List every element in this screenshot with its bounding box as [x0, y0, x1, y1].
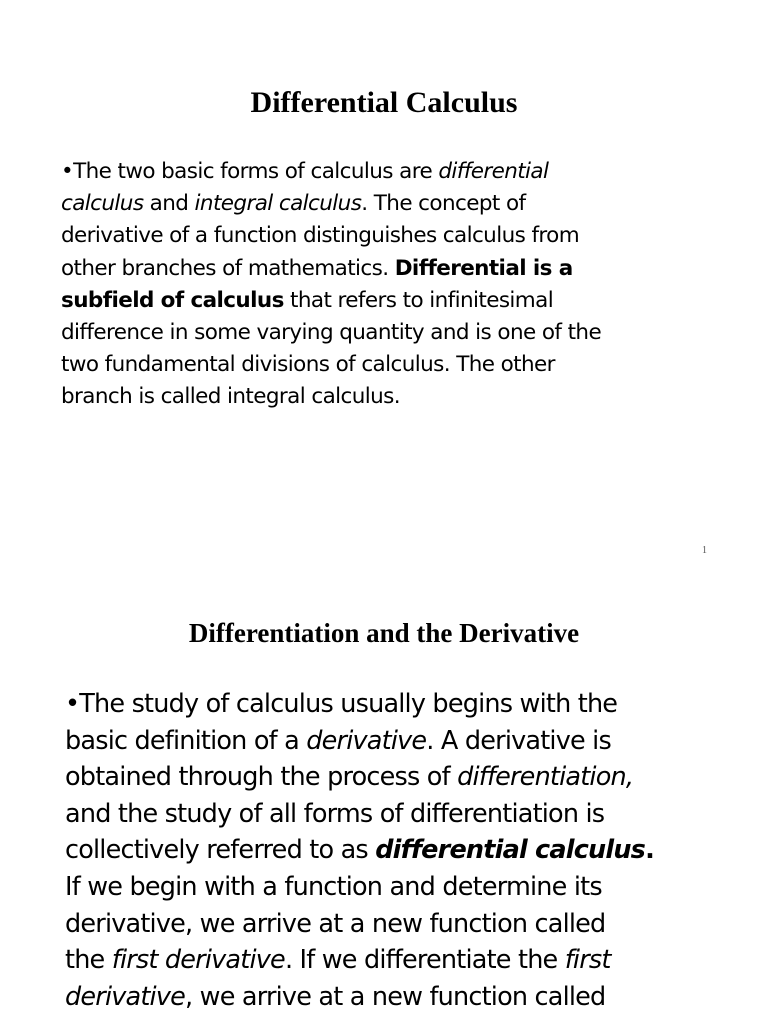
text-run: collectively referred to as: [65, 835, 376, 866]
text-run: and: [143, 191, 195, 217]
text-line: [65, 686, 654, 723]
text-run: subfield of calculus: [61, 287, 284, 313]
text-line: [61, 156, 601, 188]
text-run: If we begin with a function and determine its: [65, 871, 602, 902]
text-run: Differential is a: [394, 255, 573, 281]
slide-body-text: [65, 686, 654, 1015]
text-line: [61, 381, 601, 413]
text-run: and the study of all forms of differentiation is: [65, 798, 605, 829]
text-run: .: [645, 835, 654, 866]
text-run: the: [65, 945, 112, 976]
text-run: . The concept of: [361, 191, 526, 217]
text-run: obtained through the process of: [65, 762, 458, 793]
text-run: differential: [438, 159, 549, 184]
text-run: first derivative: [111, 945, 285, 976]
text-run: other branches of mathematics.: [61, 255, 395, 281]
text-run: derivative: [65, 981, 186, 1012]
slide-title: Differentiation and the Derivative: [188, 618, 580, 648]
text-run: first: [564, 945, 611, 976]
text-line: [65, 723, 654, 760]
text-run: differentiation,: [457, 762, 634, 793]
text-run: , we arrive at a new function called: [185, 981, 606, 1012]
text-line: [65, 759, 654, 796]
text-line: [65, 906, 654, 943]
text-run: branch is called integral calculus.: [61, 384, 401, 410]
text-run: derivative of a function distinguishes calculus from: [61, 223, 580, 249]
text-run: that refers to infinitesimal: [283, 287, 554, 313]
text-line: [65, 832, 654, 869]
text-line: [61, 349, 601, 381]
text-line: [61, 285, 601, 317]
text-line: [65, 942, 654, 979]
text-run: two fundamental divisions of calculus. The other: [61, 352, 555, 378]
text-line: [65, 796, 654, 833]
text-run: differential calculus: [375, 835, 646, 866]
text-run: . If we differentiate the: [284, 945, 565, 976]
text-run: •The study of calculus usually begins with the: [65, 689, 618, 719]
text-line: [61, 188, 601, 220]
slide-body-text: [61, 156, 601, 414]
text-line: [65, 979, 654, 1016]
text-line: [61, 253, 601, 285]
text-run: integral calculus: [194, 191, 362, 217]
text-run: calculus: [61, 191, 144, 217]
text-run: . A derivative is: [426, 725, 611, 756]
text-line: [61, 220, 601, 252]
slide-title: Differential Calculus: [250, 86, 518, 119]
page-number: 1: [702, 545, 707, 556]
slide-2: [0, 580, 768, 1024]
text-run: derivative, we arrive at a new function called: [65, 908, 606, 939]
text-line: [61, 317, 601, 349]
text-run: •The two basic forms of calculus are: [61, 159, 439, 184]
text-run: basic definition of a: [65, 725, 307, 756]
text-run: difference in some varying quantity and is one of the: [61, 320, 602, 346]
text-line: [65, 869, 654, 906]
text-run: derivative: [306, 725, 427, 756]
